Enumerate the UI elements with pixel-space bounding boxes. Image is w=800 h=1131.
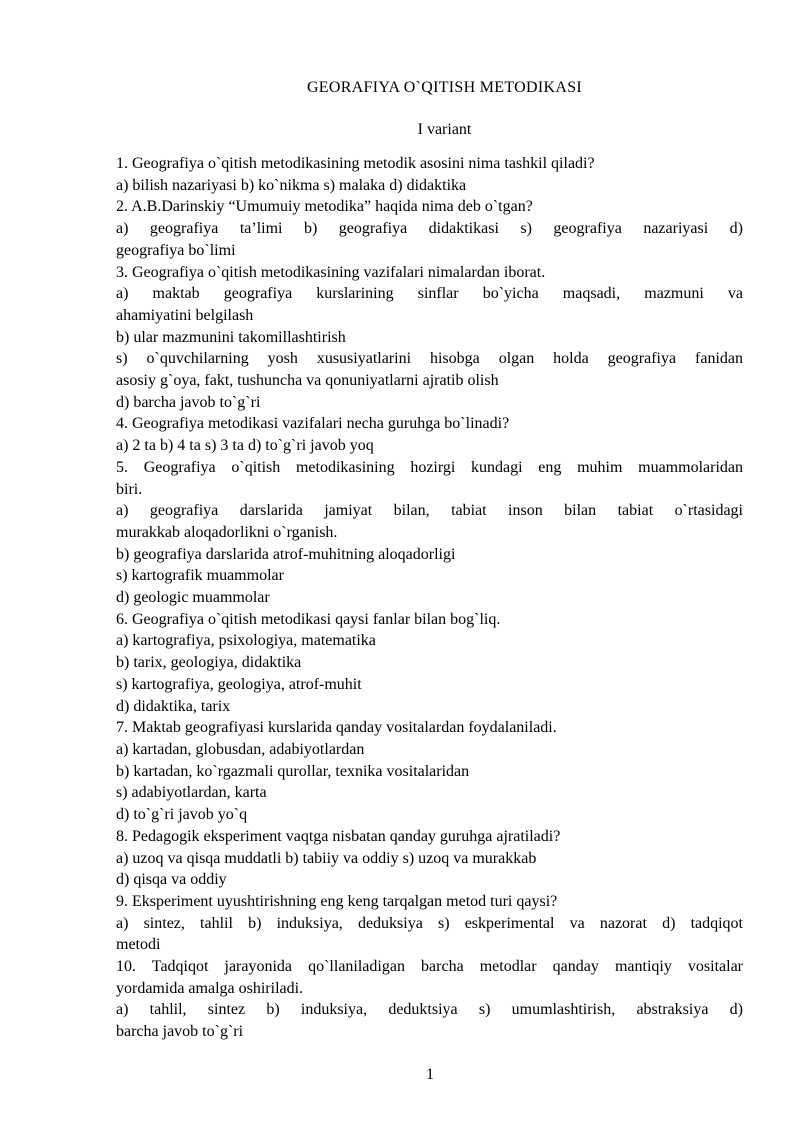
question-text: 5. Geografiya o`qitish metodikasining hozirgi kundagi eng muhim muammolaridan	[116, 458, 743, 476]
question-text: 2. A.B.Darinskiy “Umumuiy metodika” haqida nima deb o`tgan?	[116, 198, 533, 216]
answer-text: d) qisqa va oddiy	[116, 871, 227, 889]
answer-text: a) geografiya darslarida jamiyat bilan, tabiat inson bilan tabiat o`rtasidagi	[116, 502, 743, 520]
answer-text: ahamiyatini belgilash	[116, 306, 254, 324]
question-text: 3. Geografiya o`qitish metodikasining vazifalari nimalardan iborat.	[116, 263, 546, 281]
question-text: 6. Geografiya o`qitish metodikasi qaysi fanlar bilan bog`liq.	[116, 610, 501, 628]
answer-text: b) tarix, geologiya, didaktika	[116, 654, 302, 672]
question-text: 10. Tadqiqot jarayonida qo`llaniladigan barcha metodlar qanday mantiqiy vositalar	[116, 958, 743, 976]
page-number: 1	[426, 1066, 434, 1083]
answer-text: s) kartografik muammolar	[116, 567, 284, 585]
answer-text: b) kartadan, ko`rgazmali qurollar, texnika vositalaridan	[116, 762, 470, 780]
answer-text: b) ular mazmunini takomillashtirish	[116, 328, 346, 346]
answer-text: s) o`quvchilarning yosh xususiyatlarini hisobga olgan holda geografiya fanidan	[116, 350, 743, 368]
answer-text: barcha javob to`g`ri	[116, 1023, 244, 1041]
question-text: 1. Geografiya o`qitish metodikasining metodik asosini nima tashkil qiladi?	[116, 155, 595, 172]
answer-text: a) bilish nazariyasi b) ko`nikma s) malaka d) didaktika	[116, 176, 467, 194]
answer-text: a) kartadan, globusdan, adabiyotlardan	[116, 740, 365, 758]
answer-text: d) didaktika, tarix	[116, 697, 231, 715]
answer-text: a) tahlil, sintez b) induksiya, deduktsiya s) umumlashtirish, abstraksiya d)	[116, 1001, 743, 1019]
document-title: GEORAFIYA O`QITISH METODIKASI	[306, 79, 583, 96]
answer-text: s) kartografiya, geologiya, atrof-muhit	[116, 675, 362, 693]
question-list	[116, 153, 743, 1043]
answer-text: a) geografiya ta’limi b) geografiya didaktikasi s) geografiya nazariyasi d)	[116, 220, 743, 238]
question-text: 4. Geografiya metodikasi vazifalari necha guruhga bo`linadi?	[116, 415, 510, 433]
answer-text: geografiya bo`limi	[116, 241, 236, 259]
answer-text: asosiy g`oya, fakt, tushuncha va qonuniyatlarni ajratib olish	[116, 372, 499, 390]
answer-text: murakkab aloqadorlikni o`rganish.	[116, 523, 338, 541]
answer-text: a) sintez, tahlil b) induksiya, deduksiya s) eskperimental va nazorat d) tadqiqot	[116, 914, 743, 932]
answer-text: d) barcha javob to`g`ri	[116, 393, 261, 411]
answer-text: d) to`g`ri javob yo`q	[116, 806, 248, 824]
answer-text: d) geologic muammolar	[116, 589, 270, 607]
variant-heading: I variant	[417, 121, 472, 138]
answer-text: b) geografiya darslarida atrof-muhitning aloqadorligi	[116, 545, 456, 563]
answer-text: biri.	[116, 480, 143, 498]
answer-text: a) maktab geografiya kurslarining sinflar bo`yicha maqsadi, mazmuni va	[116, 285, 743, 303]
answer-text: metodi	[116, 936, 161, 954]
question-text: 9. Eksperiment uyushtirishning eng keng tarqalgan metod turi qaysi?	[116, 892, 558, 910]
answer-text: a) uzoq va qisqa muddatli b) tabiiy va oddiy s) uzoq va murakkab	[116, 849, 537, 867]
question-text: 7. Maktab geografiyasi kurslarida qanday vositalardan foydalaniladi.	[116, 719, 557, 737]
document-page	[116, 75, 743, 1043]
answer-text: a) kartografiya, psixologiya, matematika	[116, 632, 376, 650]
answer-text: a) 2 ta b) 4 ta s) 3 ta d) to`g`ri javob yoq	[116, 437, 374, 455]
question-text: 8. Pedagogik eksperiment vaqtga nisbatan qanday guruhga ajratiladi?	[116, 827, 561, 845]
answer-text: yordamida amalga oshiriladi.	[116, 979, 304, 997]
answer-text: s) adabiyotlardan, karta	[116, 784, 267, 802]
